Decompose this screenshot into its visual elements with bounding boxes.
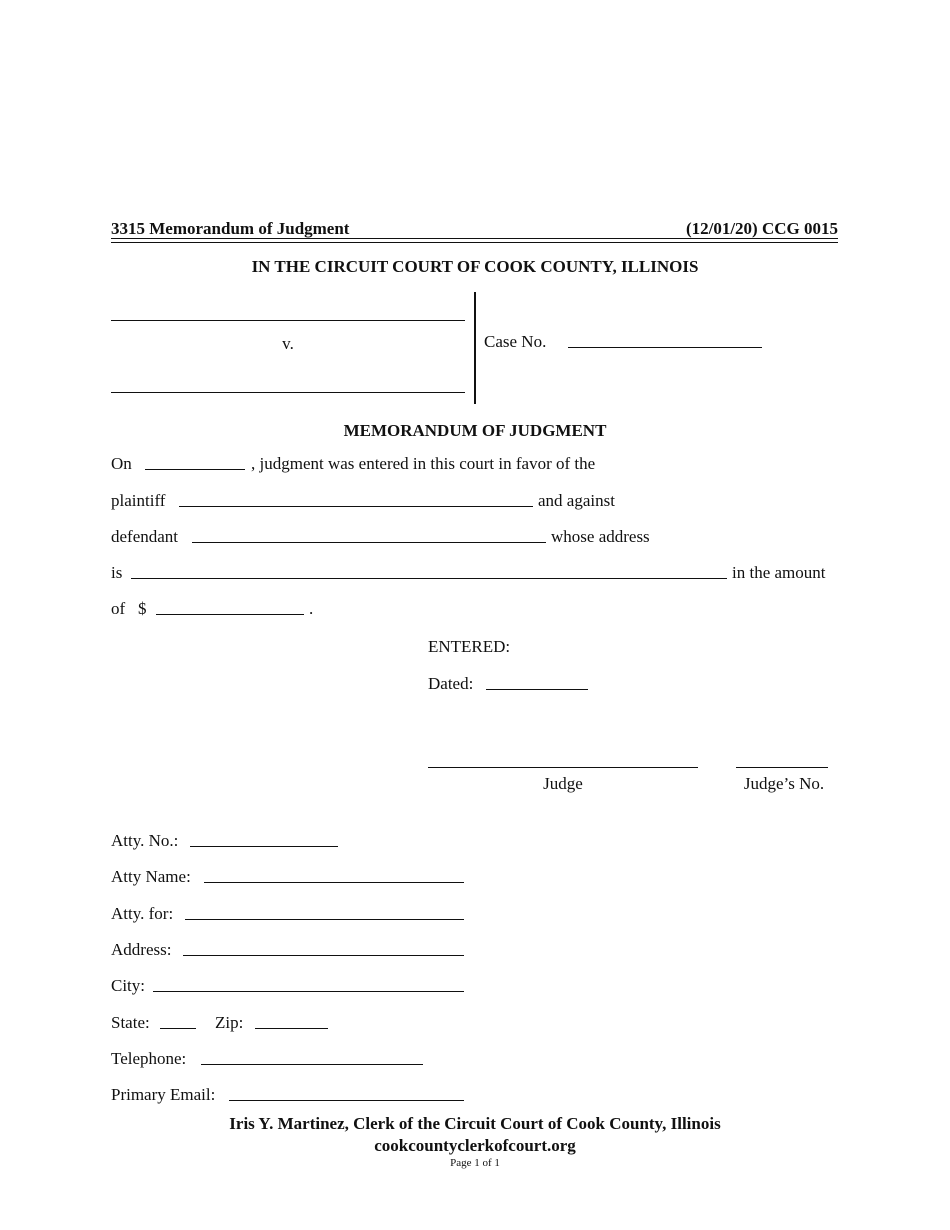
dated-field[interactable] [486,689,588,690]
address-label: Address: [111,940,172,959]
defendant-label: defendant [111,527,179,546]
telephone-field[interactable] [201,1064,423,1065]
zip-field[interactable] [255,1028,328,1029]
atty-for-label: Atty. for: [111,904,174,923]
atty-name-label: Atty Name: [111,867,191,886]
website-footer: cookcountyclerkofcourt.org [374,1136,576,1155]
header-rule-top [111,238,838,239]
telephone-label: Telephone: [111,1049,187,1068]
judge-label: Judge [543,774,583,793]
on-label: On [111,454,132,473]
in-the-amount-text: in the amount [732,563,826,582]
judge-no-label: Judge’s No. [743,774,825,793]
versus-label: v. [282,334,294,353]
email-field[interactable] [229,1100,464,1101]
atty-no-label: Atty. No.: [111,831,179,850]
city-field[interactable] [153,991,464,992]
header-rule-bottom [111,242,838,243]
atty-no-field[interactable] [190,846,338,847]
amount-field[interactable] [156,614,304,615]
court-title: IN THE CIRCUIT COURT OF COOK COUNTY, ILLINOIS [251,257,699,276]
caption-divider [474,292,476,404]
zip-label: Zip: [215,1013,244,1032]
defendant-field[interactable] [192,542,546,543]
state-label: State: [111,1013,150,1032]
case-no-field[interactable] [568,347,762,348]
memorandum-heading: MEMORANDUM OF JUDGMENT [343,421,607,440]
address-field[interactable] [183,955,464,956]
plaintiff-field[interactable] [179,506,533,507]
dated-label: Dated: [428,674,474,693]
entered-label: ENTERED: [428,637,511,656]
defendant-address-field[interactable] [131,578,727,579]
atty-for-field[interactable] [185,919,464,920]
email-label: Primary Email: [111,1085,216,1104]
whose-address-text: whose address [551,527,650,546]
state-field[interactable] [160,1028,196,1029]
clerk-footer: Iris Y. Martinez, Clerk of the Circuit Court of Cook County, Illinois [229,1114,721,1133]
of-label: of [111,599,126,618]
form-title: 3315 Memorandum of Judgment [111,219,350,238]
judgment-date-field[interactable] [145,469,245,470]
judgment-entered-text: , judgment was entered in this court in favor of the [251,454,596,473]
atty-name-field[interactable] [204,882,464,883]
judge-signature-field[interactable] [428,767,698,768]
is-label: is [111,563,123,582]
case-no-label: Case No. [484,332,547,351]
city-label: City: [111,976,146,995]
defendant-name-field[interactable] [111,392,465,393]
amount-period: . [309,599,314,618]
plaintiff-label: plaintiff [111,491,166,510]
judge-no-field[interactable] [736,767,828,768]
dollar-sign: $ [138,599,147,618]
plaintiff-name-field[interactable] [111,320,465,321]
and-against-text: and against [538,491,615,510]
form-code: (12/01/20) CCG 0015 [685,219,838,238]
page-number: Page 1 of 1 [450,1157,500,1169]
